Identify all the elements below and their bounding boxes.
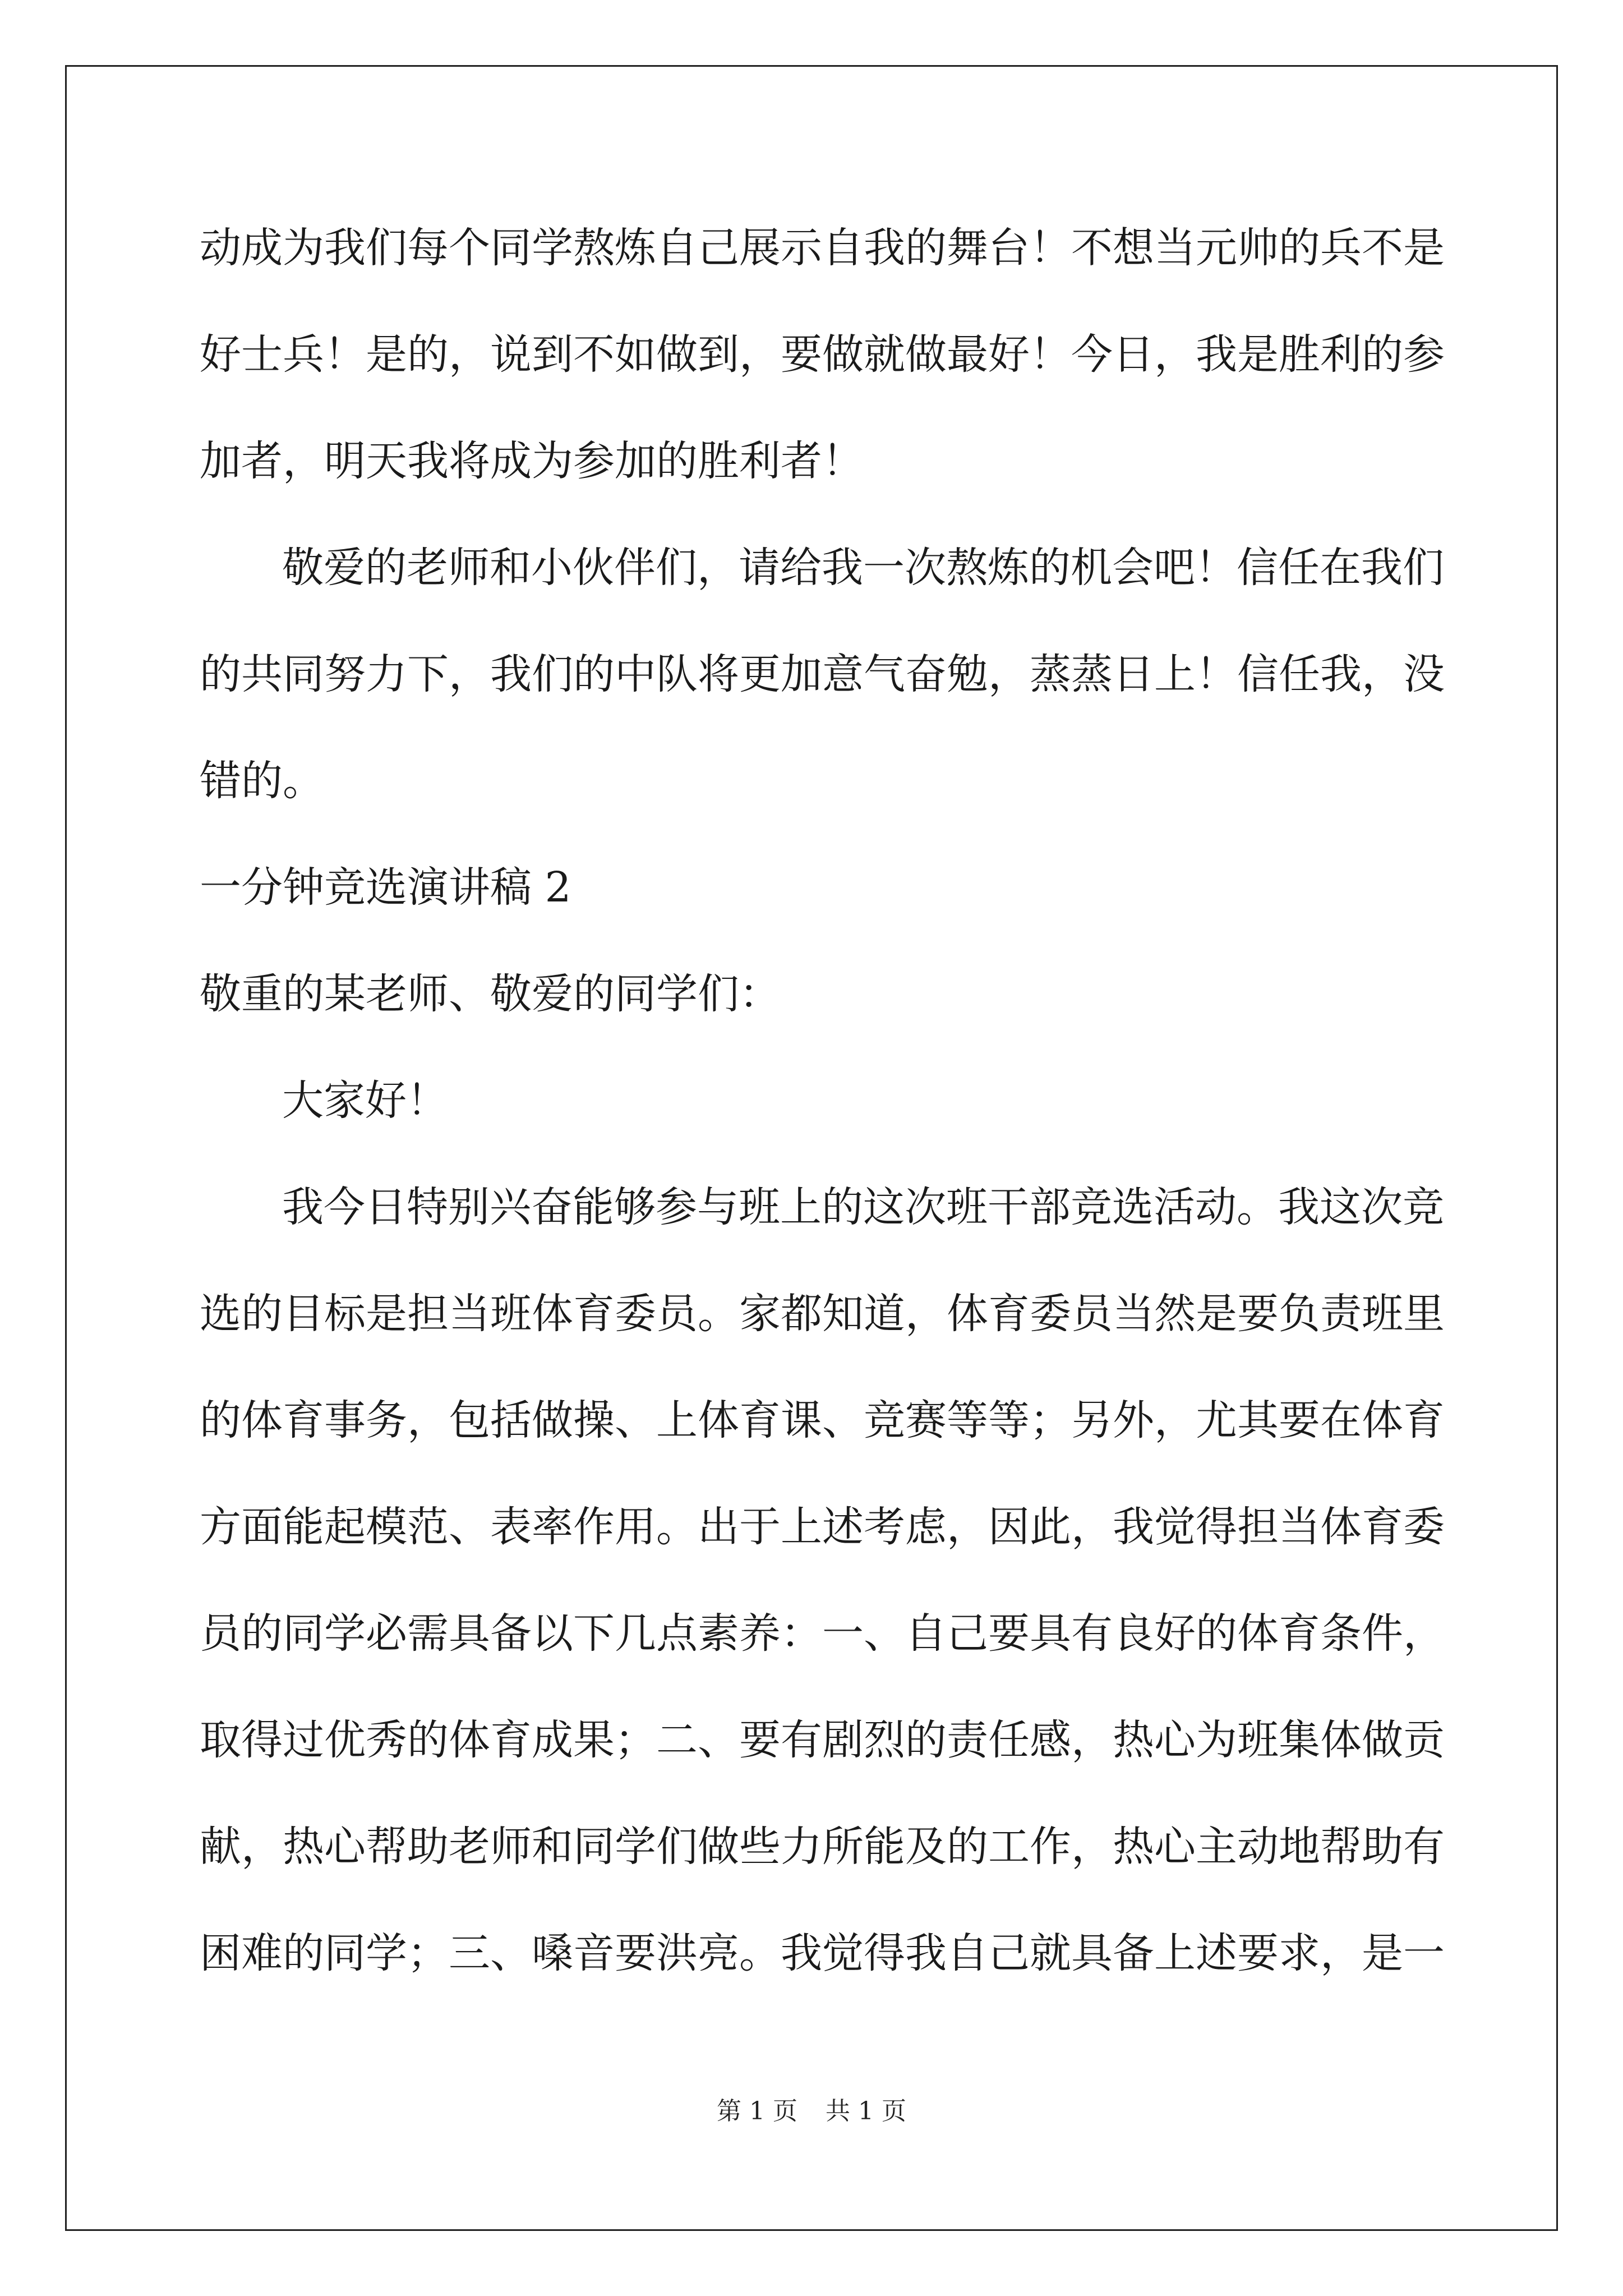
text-line: 困难的同学；三、嗓音要洪亮。我觉得我自己就具备上述要求，是一 bbox=[200, 1929, 1445, 1977]
page-footer bbox=[0, 2096, 1623, 2127]
page-border bbox=[65, 65, 1558, 2231]
text-line: 员的同学必需具备以下几点素养：一、自己要具有良好的体育条件， bbox=[200, 1609, 1445, 1658]
text-line: 错的。 bbox=[200, 757, 324, 805]
page-number: 第 1 页 bbox=[717, 2097, 797, 2125]
text-line: 的体育事务，包括做操、上体育课、竞赛等等；另外，尤其要在体育 bbox=[200, 1396, 1445, 1444]
text-line: 取得过优秀的体育成果；二、要有剧烈的责任感，热心为班集体做贡 bbox=[200, 1716, 1445, 1764]
text-line: 选的目标是担当班体育委员。家都知道，体育委员当然是要负责班里 bbox=[200, 1290, 1445, 1338]
salutation: 敬重的某老师、敬爱的同学们： bbox=[200, 970, 781, 1018]
page-total: 共 1 页 bbox=[826, 2097, 906, 2125]
greeting: 大家好！ bbox=[282, 1076, 448, 1125]
text-line: 加者，明天我将成为参加的胜利者！ bbox=[200, 437, 864, 485]
text-line: 好士兵！是的，说到不如做到，要做就做最好！今日，我是胜利的参 bbox=[200, 330, 1445, 379]
text-line: 方面能起模范、表率作用。出于上述考虑，因此，我觉得担当体育委 bbox=[200, 1503, 1445, 1551]
text-line: 献，热心帮助老师和同学们做些力所能及的工作，热心主动地帮助有 bbox=[200, 1823, 1445, 1871]
text-line: 我今日特别兴奋能够参与班上的这次班干部竞选活动。我这次竞 bbox=[282, 1183, 1444, 1231]
text-line: 动成为我们每个同学熬炼自己展示自我的舞台！不想当元帅的兵不是 bbox=[200, 224, 1445, 272]
text-line: 的共同努力下，我们的中队将更加意气奋勉，蒸蒸日上！信任我，没 bbox=[200, 650, 1445, 698]
section-heading: 一分钟竞选演讲稿 2 bbox=[200, 863, 571, 912]
text-line: 敬爱的老师和小伙伴们，请给我一次熬炼的机会吧！信任在我们 bbox=[282, 544, 1444, 592]
